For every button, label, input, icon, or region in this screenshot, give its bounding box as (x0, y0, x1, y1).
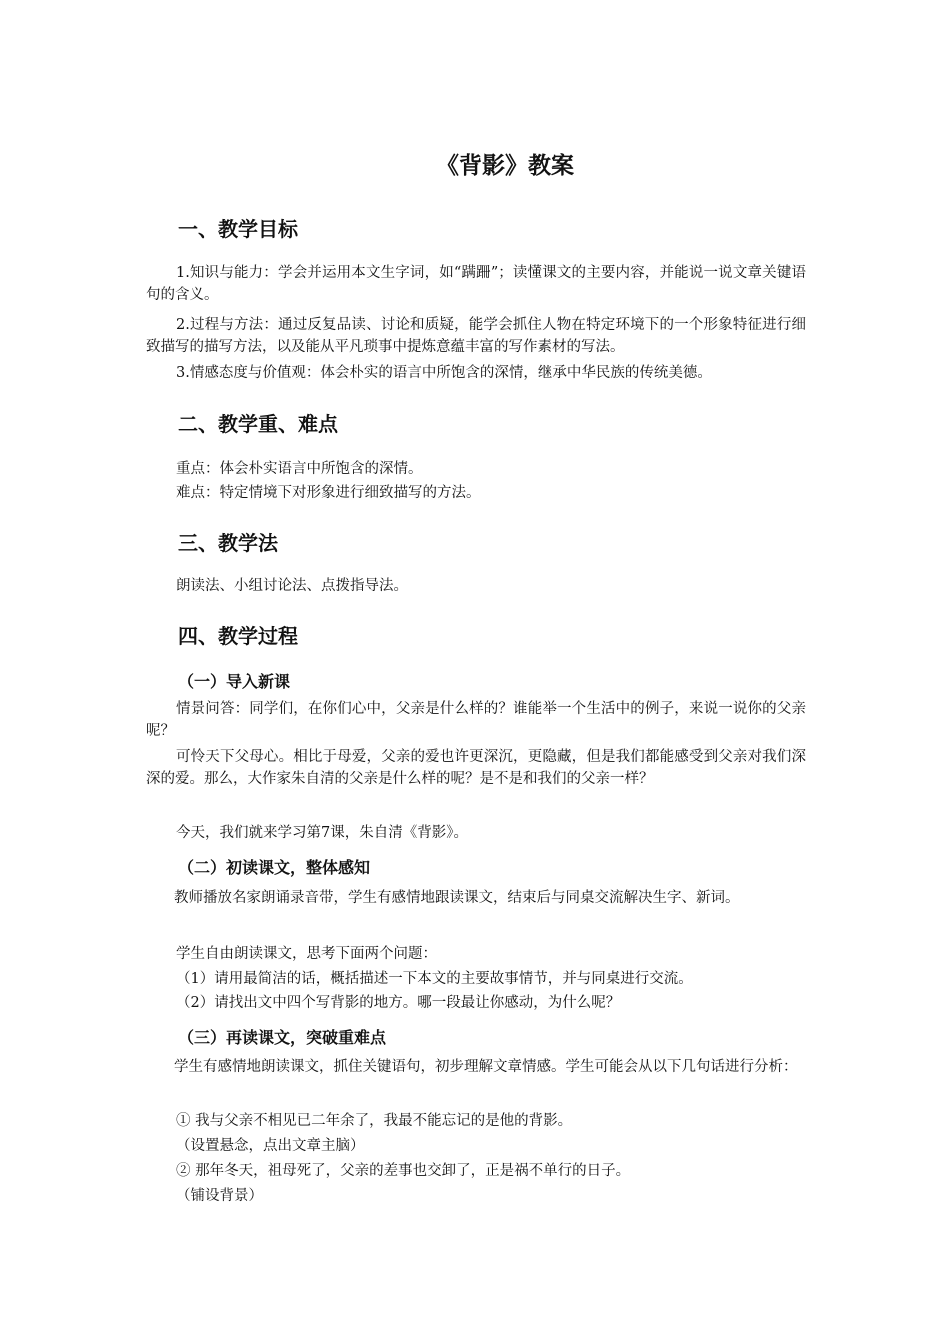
paragraph: 2.过程与方法：通过反复品读、讨论和质疑，能学会抓住人物在特定环境下的一个形象特征进行细致描写的描写方法，以及能从平凡琐事中提炼意蕴丰富的写作素材的写法。 (146, 317, 806, 355)
paragraph: ② 那年冬天，祖母死了，父亲的差事也交卸了，正是祸不单行的日子。 (176, 1163, 631, 1179)
section-heading-process: 四、教学过程 (178, 624, 298, 648)
paragraph: 今天，我们就来学习第7课，朱自清《背影》。 (176, 825, 468, 841)
paragraph: 情景问答：同学们，在你们心中，父亲是什么样的？谁能举一个生活中的例子，来说一说你的父亲呢？ (146, 701, 806, 739)
paragraph: （设置悬念，点出文章主脑） (176, 1138, 365, 1154)
paragraph: 1.知识与能力：学会并运用本文生字词，如“蹒跚”；读懂课文的主要内容，并能说一说文章关键语句的含义。 (146, 265, 806, 303)
subsection-heading: （三）再读课文，突破重难点 (178, 1028, 387, 1047)
subsection-heading: （一）导入新课 (178, 672, 291, 691)
paragraph: 可怜天下父母心。相比于母爱，父亲的爱也许更深沉，更隐藏，但是我们都能感受到父亲对我们深深的爱。那么，大作家朱自清的父亲是什么样的呢？是不是和我们的父亲一样？ (146, 749, 806, 787)
paragraph: 朗读法、小组讨论法、点拨指导法。 (176, 578, 408, 594)
paragraph: 学生有感情地朗读课文，抓住关键语句，初步理解文章情感。学生可能会从以下几句话进行分析： (174, 1059, 798, 1075)
paragraph: ① 我与父亲不相见已二年余了，我最不能忘记的是他的背影。 (176, 1113, 573, 1129)
section-heading-key-points: 二、教学重、难点 (178, 412, 338, 436)
section-heading-objectives: 一、教学目标 (178, 217, 298, 241)
paragraph: 教师播放名家朗诵录音带，学生有感情地跟读课文，结束后与同桌交流解决生字、新词。 (174, 890, 740, 906)
paragraph: （铺设背景） (176, 1188, 263, 1204)
paragraph: （2）请找出文中四个写背影的地方。哪一段最让你感动，为什么呢？ (176, 995, 621, 1011)
paragraph: （1）请用最简洁的话，概括描述一下本文的主要故事情节，并与同桌进行交流。 (176, 971, 693, 987)
paragraph: 难点：特定情境下对形象进行细致描写的方法。 (176, 485, 481, 501)
paragraph: 3.情感态度与价值观：体会朴实的语言中所饱含的深情，继承中华民族的传统美德。 (176, 365, 712, 381)
section-heading-methods: 三、教学法 (178, 531, 278, 555)
paragraph: 学生自由朗读课文，思考下面两个问题： (176, 946, 437, 962)
paragraph: 重点：体会朴实语言中所饱含的深情。 (176, 461, 423, 477)
subsection-heading: （二）初读课文，整体感知 (178, 858, 371, 877)
document-title: 《背影》教案 (436, 153, 574, 179)
